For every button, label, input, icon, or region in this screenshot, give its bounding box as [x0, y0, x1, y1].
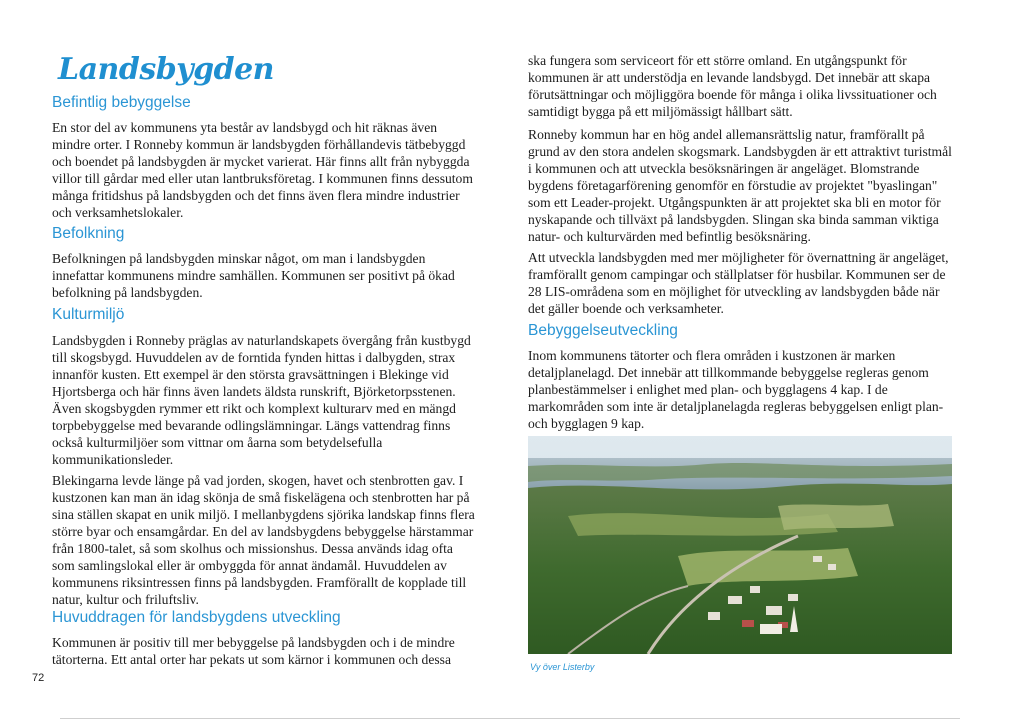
paragraph-kulturmiljo: Landsbygden i Ronneby präglas av naturlandskapets övergång från kustbygd till skogsbygd. Huvuddelen av de forntida fynden hittas i dalbygden, strax innanför kusten. Ett exempel är den största gravsättningen i Blekinge vid Hjortsberga och här finns även landets äldsta runskrift, Björketorpsstenen. Även skogsbygden rymmer ett rikt och komplext kulturarv med en mängd torpbebyggelse med bevarande odlingslämningar. Längs vattendrag finns också kulturmiljöer som vittnar om åarna som betydelsefulla kommunikationsleder. — [52, 333, 471, 467]
paragraph-befolkning: Befolkningen på landsbygden minskar något, om man i landsbygden innefattar kommunens mindre samhällen. Kommunen ser positivt på ökad befolkning på landsbygden. — [52, 251, 455, 300]
aerial-photo-listerby — [528, 436, 952, 654]
photo-caption: Vy över Listerby — [530, 662, 595, 672]
heading-bebyggelseutveckling: Bebyggelseutveckling — [528, 322, 678, 339]
paragraph-serviceort: ska fungera som serviceort för ett större omland. En utgångspunkt för kommunen är att understödja en levande landsbygd. Det innebär att skapa förutsättningar och möjliggöra boende för många i olika livssituationer och samtidigt bygga på ett miljömässigt hållbart sätt. — [528, 53, 937, 119]
heading-kulturmiljo: Kulturmiljö — [52, 306, 125, 323]
paragraph-allemansratt: Ronneby kommun har en hög andel allemansrättslig natur, framförallt på grund av den stora andelen skogsmark. Landsbygden är ett attraktivt turistmål i kommunen och att utveckla besöksnäringen är angeläget. Blomstrande bygdens företagarförening genomför en förstudie av projektet "byaslingan" som ett Leader-projekt. Utgångspunkten är att projektet ska bli en motor för nyskapande och tillväxt på landsbygden. Slingan ska binda samman viktiga natur- och kulturvärden med befintlig besöksnäring. — [528, 127, 952, 244]
heading-befintlig-bebyggelse: Befintlig bebyggelse — [52, 94, 191, 111]
paragraph-huvuddragen: Kommunen är positiv till mer bebyggelse på landsbygden och i de mindre tätorterna. Ett antal orter har pekats ut som kärnor i kommunen och dessa — [52, 635, 455, 667]
paragraph-befintlig-bebyggelse: En stor del av kommunens yta består av landsbygd och hit räknas även mindre orter. I Ronneby kommun är landsbygden förhållandevis tätbebyggd och boendet på landsbygden är mycket varierat. Här finns allt från nybyggda villor till gårdar med eller utan lantbruksföretag. I kommunen finns dessutom många fritidshus på landsbygden och det finns även flera mindre industrier och verksamhetslokaler. — [52, 120, 473, 220]
paragraph-overnattning: Att utveckla landsbygden med mer möjligheter för övernattning är angeläget, framförallt genom campingar och ställplatser för husbilar. Kommunen ser de 28 LIS-områdena som en möjlighet för utveckling av landsbygden både när det gäller boende och verksamheter. — [528, 250, 949, 316]
bottom-divider — [60, 718, 960, 719]
page-number: 72 — [32, 672, 45, 684]
paragraph-blekingarna: Blekingarna levde länge på vad jorden, skogen, havet och stenbrotten gav. I kustzonen kan man än idag skönja de små fiskelägena och stenbrotten har på sina ställen skapat en unik miljö. I mellanbygdens sjörika landskap finns flera större byar och ensamgårdar. En del av landsbygdens bebyggelse härstammar från 1800-talet, så som skolhus och missionshus. Dessa används idag ofta som samlingslokal eller är ombyggda för annat ändamål. Huvuddelen av kommunens riksintressen finns på landsbygden. Framförallt de kopplade till natur, kultur och friluftsliv. — [52, 473, 475, 607]
paragraph-bebyggelseutveckling: Inom kommunens tätorter och flera områden i kustzonen är marken detaljplanelagd. Det innebär att tillkommande bebyggelse regleras genom planbestämmelser i enlighet med plan- och bygglagens 4 kap. I de markområden som inte är detaljplanelagda regleras bebyggelsen enligt plan- och bygglagen 9 kap. — [528, 348, 944, 431]
chapter-title: Landsbygden — [58, 52, 274, 87]
heading-befolkning: Befolkning — [52, 225, 125, 242]
heading-huvuddragen: Huvuddragen för landsbygdens utveckling — [52, 609, 341, 626]
